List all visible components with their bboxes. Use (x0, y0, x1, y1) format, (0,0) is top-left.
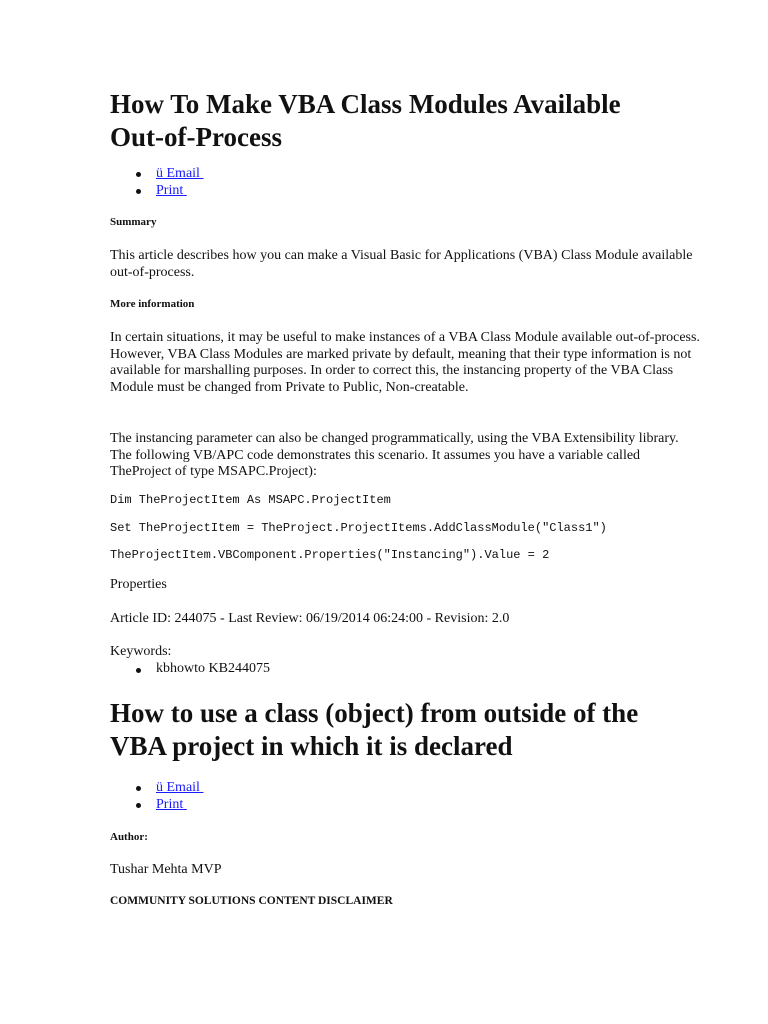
email-label: Email (166, 166, 200, 181)
code-line: TheProjectItem.VBComponent.Properties("Instancing").Value = 2 (110, 548, 550, 562)
print-label: Print (156, 797, 184, 812)
print-link[interactable] (156, 183, 187, 198)
code-line: Set TheProjectItem = TheProject.ProjectItems.AddClassModule("Class1") (110, 521, 607, 535)
summary-heading: Summary (110, 216, 157, 228)
author-heading: Author: (110, 831, 148, 843)
email-icon: ü (156, 166, 163, 181)
code-line: Dim TheProjectItem As MSAPC.ProjectItem (110, 493, 391, 507)
list-item (156, 796, 203, 813)
print-label: Print (156, 183, 184, 198)
author-name: Tushar Mehta MVP (110, 862, 222, 877)
keywords-label: Keywords: (110, 644, 172, 659)
keyword-item: kbhowto KB244075 (156, 661, 270, 676)
more-info-heading: More information (110, 298, 195, 310)
list-item (156, 182, 203, 199)
body-paragraph: In certain situations, it may be useful to make instances of a VBA Class Module available out-of-process. However, VBA Class Modules are marked private by default, meaning that their type information is not available for marshalling purposes. In order to correct this, the instancing property of the VBA Class Module must be changed from Private to Public, Non-creatable. (110, 330, 700, 395)
email-label: Email (166, 780, 200, 795)
print-link[interactable] (156, 797, 187, 812)
article-meta: Article ID: 244075 - Last Review: 06/19/2014 06:24:00 - Revision: 2.0 (110, 611, 510, 626)
article-title: How to use a class (object) from outside of the VBA project in which it is declared (110, 698, 639, 761)
summary-text: This article describes how you can make a Visual Basic for Applications (VBA) Class Module available out-of-process. (110, 248, 693, 280)
body-paragraph: The instancing parameter can also be changed programmatically, using the VBA Extensibility library. The following VB/APC code demonstrates this scenario. It assumes you have a variable called TheProject of type MSAPC.Project): (110, 431, 679, 479)
article-title: How To Make VBA Class Modules Available Out-of-Process (110, 89, 621, 152)
email-link[interactable] (156, 780, 203, 795)
share-links (110, 779, 203, 813)
share-links (110, 165, 203, 199)
email-icon: ü (156, 780, 163, 795)
disclaimer-heading: COMMUNITY SOLUTIONS CONTENT DISCLAIMER (110, 895, 393, 907)
list-item (156, 779, 203, 796)
email-link[interactable] (156, 166, 203, 181)
keywords-list (110, 661, 270, 677)
list-item (156, 165, 203, 182)
properties-label: Properties (110, 577, 167, 592)
